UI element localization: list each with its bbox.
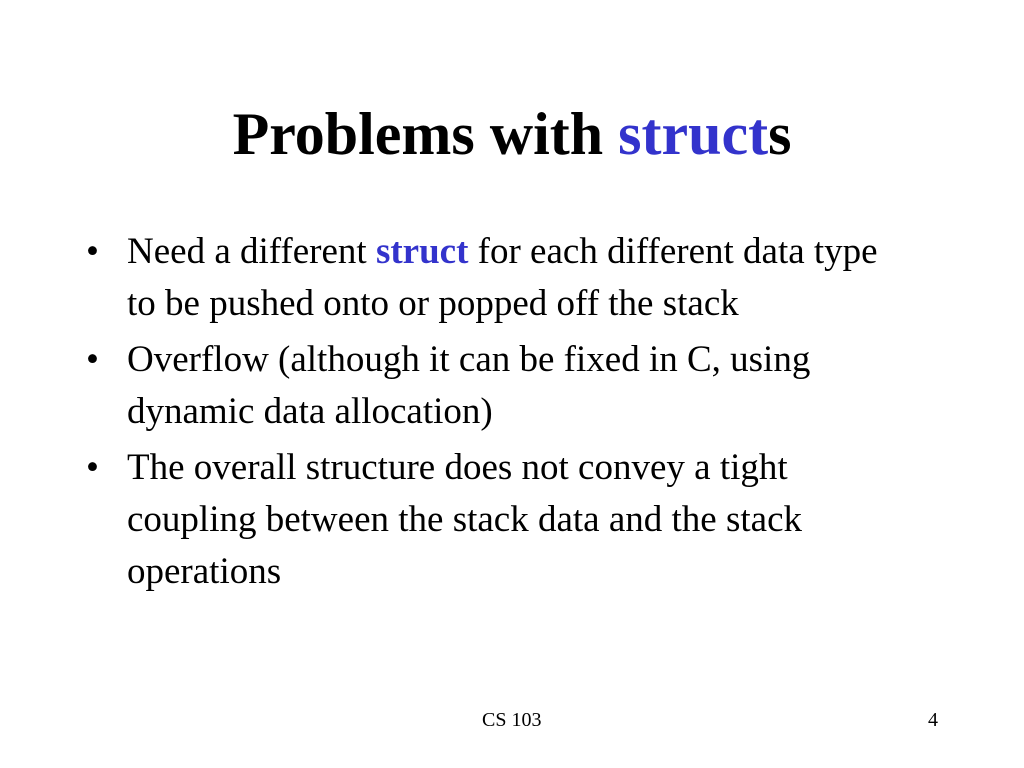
footer-page-number: 4 xyxy=(928,709,938,731)
bullet-dot-icon: • xyxy=(86,447,99,488)
bullet-item xyxy=(80,226,900,330)
bullet-text: Need a different xyxy=(127,231,376,272)
footer-course-label: CS 103 xyxy=(482,709,542,731)
slide-title-text: Problems with xyxy=(232,101,619,167)
bullet-dot-icon: • xyxy=(86,231,99,272)
bullet-text-continued: for each different data type to be pushed onto or popped off the stack xyxy=(127,231,878,324)
bullet-text: The overall structure does not convey a tight coupling between the stack data and the stack operations xyxy=(127,447,802,592)
slide-title-keyword: struct xyxy=(618,101,769,167)
slide-title-suffix: s xyxy=(768,101,792,167)
slide-title xyxy=(0,96,1024,172)
bullet-dot-icon: • xyxy=(86,339,99,380)
bullet-list xyxy=(80,226,900,602)
bullet-item xyxy=(80,442,900,598)
bullet-item xyxy=(80,334,900,438)
bullet-keyword: struct xyxy=(375,231,469,272)
bullet-text: Overflow (although it can be fixed in C, using dynamic data allocation) xyxy=(127,339,811,432)
